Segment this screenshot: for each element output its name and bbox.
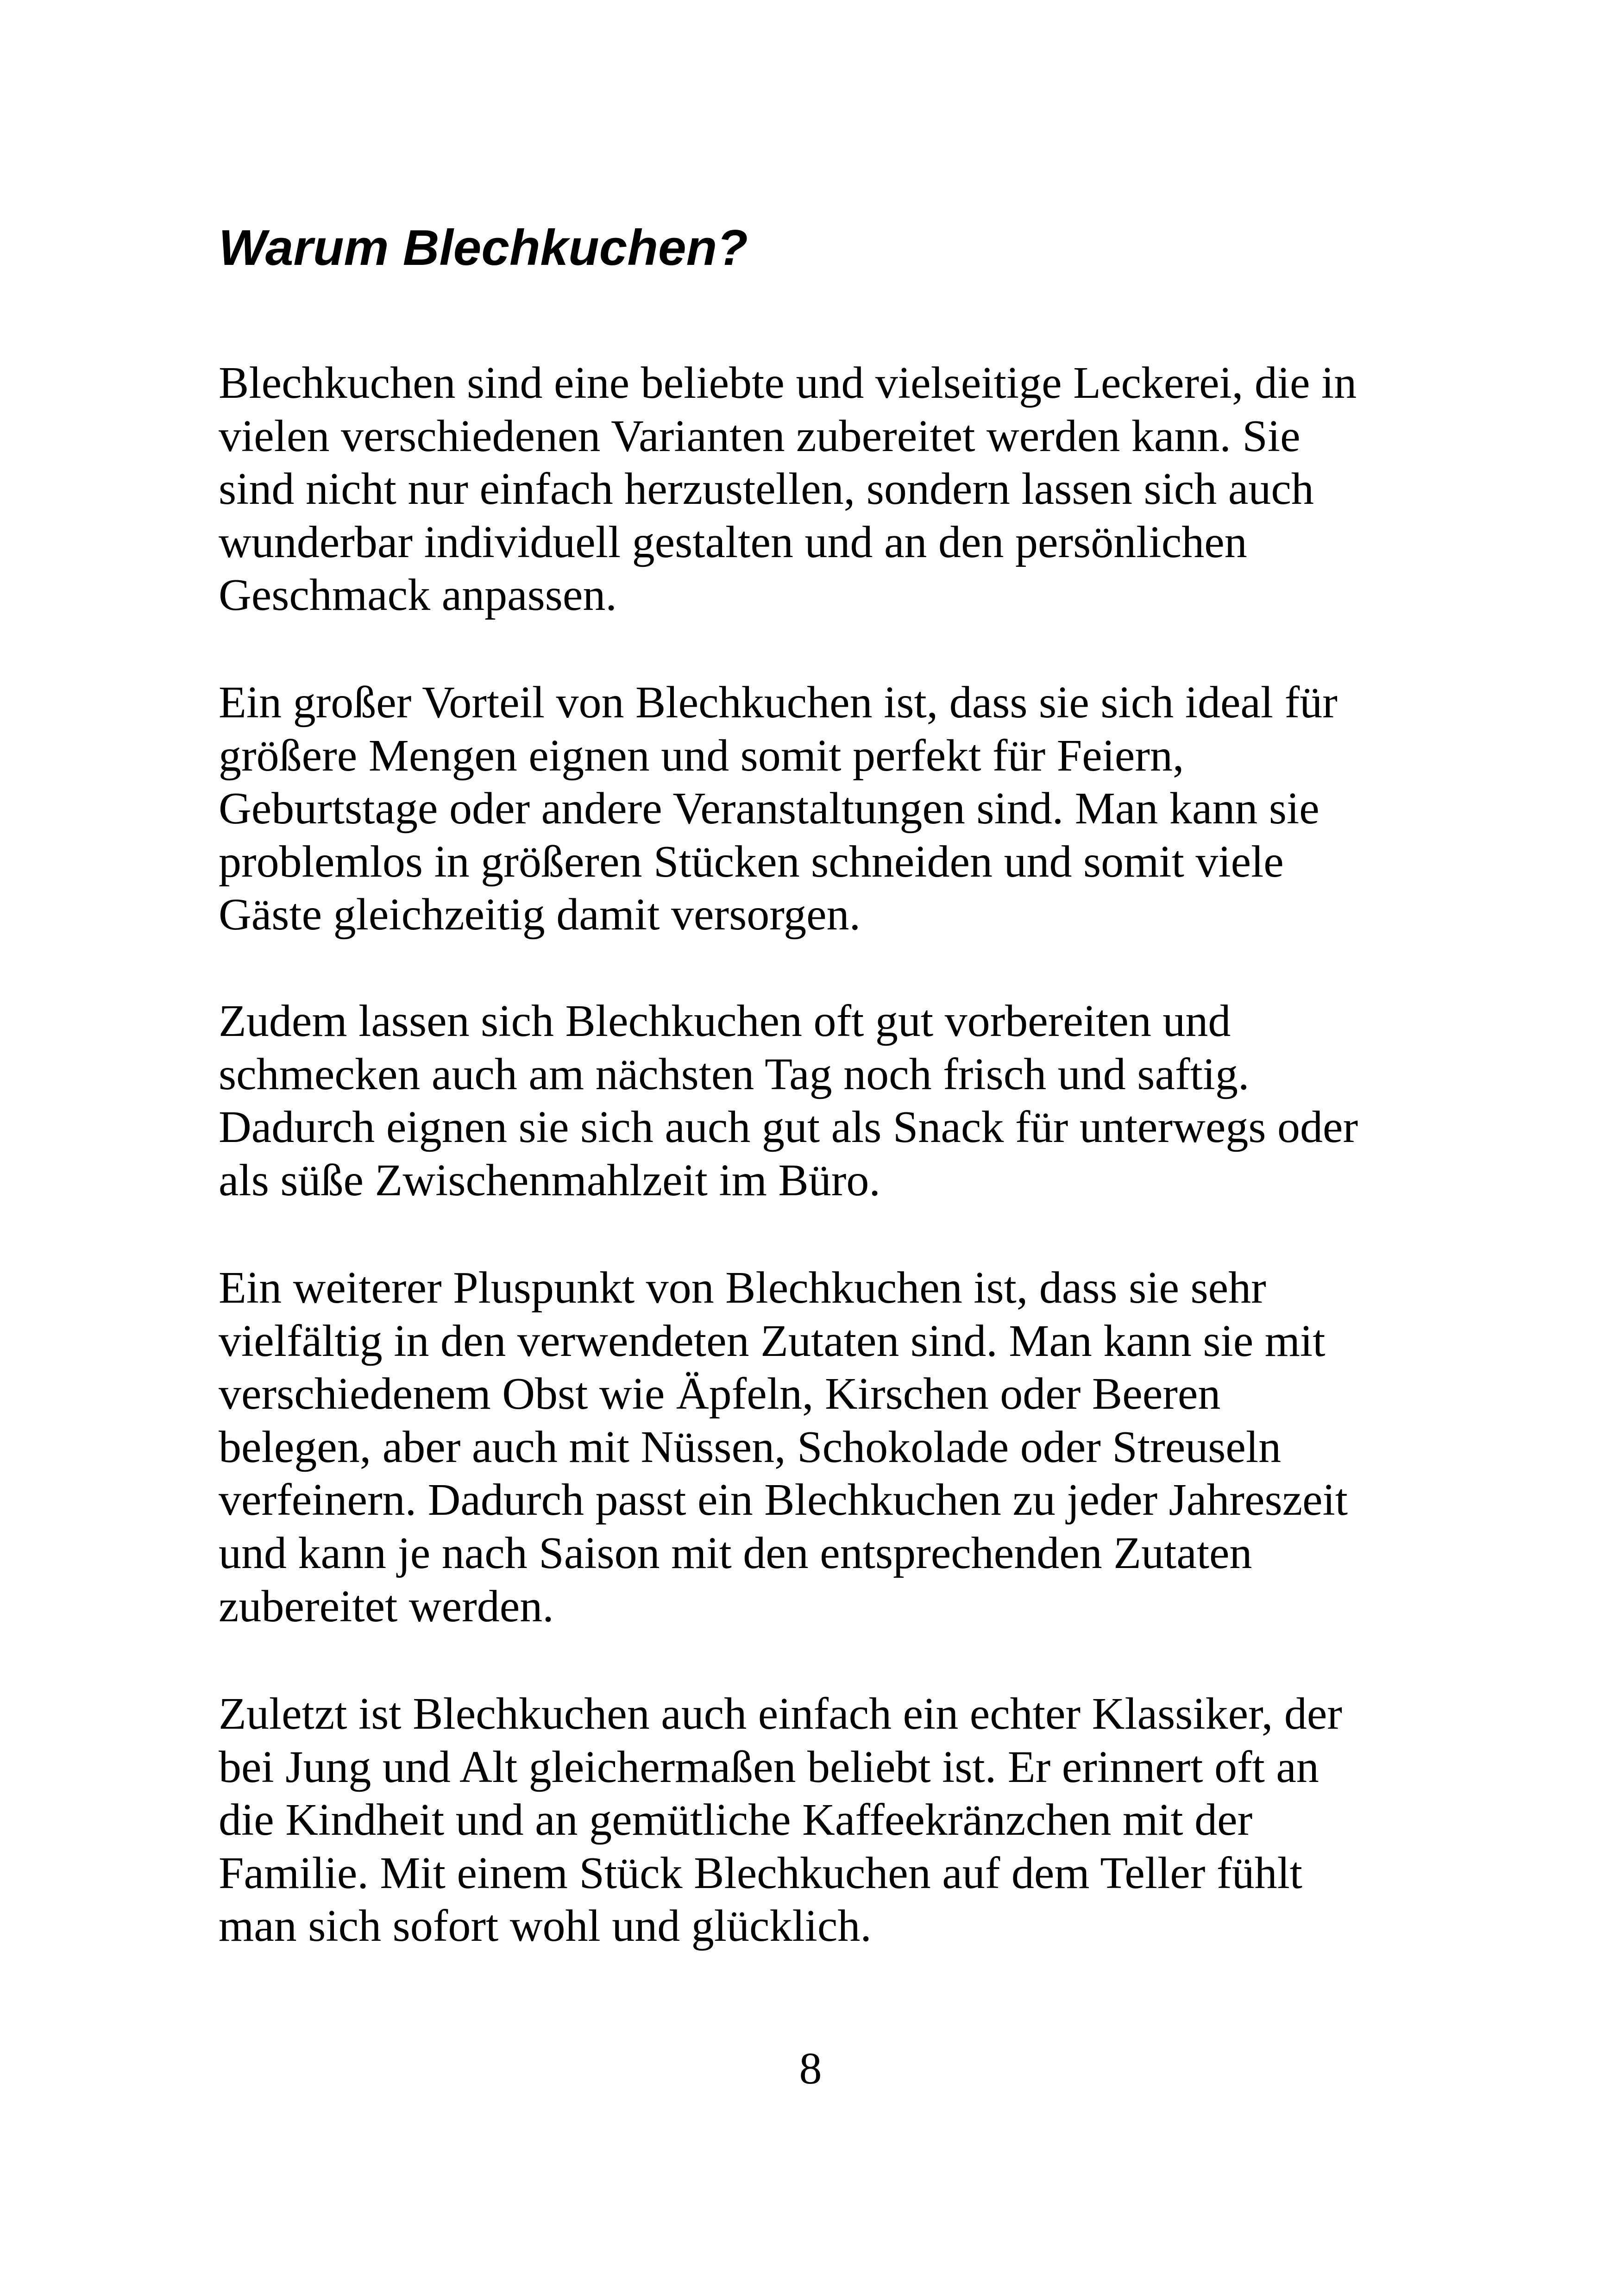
text-line: Geschmack anpassen. xyxy=(219,570,617,621)
text-line: problemlos in größeren Stücken schneiden und somit viele xyxy=(219,836,1284,887)
text-line: belegen, aber auch mit Nüssen, Schokolade oder Streuseln xyxy=(219,1422,1282,1472)
paragraph-5 xyxy=(219,1687,1423,1953)
paragraph-2 xyxy=(219,676,1423,941)
page-number: 8 xyxy=(799,2044,822,2094)
text-line: vielfältig in den verwendeten Zutaten sind. Man kann sie mit xyxy=(219,1316,1326,1366)
text-line: schmecken auch am nächsten Tag noch frisch und saftig. xyxy=(219,1049,1250,1099)
text-line: größere Mengen eignen und somit perfekt für Feiern, xyxy=(219,730,1184,781)
text-line: Dadurch eignen sie sich auch gut als Snack für unterwegs oder xyxy=(219,1102,1358,1153)
text-line: bei Jung und Alt gleichermaßen beliebt ist. Er erinnert oft an xyxy=(219,1742,1319,1792)
text-line: verschiedenem Obst wie Äpfeln, Kirschen oder Beeren xyxy=(219,1369,1221,1419)
text-line: die Kindheit und an gemütliche Kaffeekränzchen mit der xyxy=(219,1795,1253,1845)
text-line: verfeinern. Dadurch passt ein Blechkuchen zu jeder Jahreszeit xyxy=(219,1475,1348,1525)
text-line: Zuletzt ist Blechkuchen auch einfach ein echter Klassiker, der xyxy=(219,1689,1342,1739)
paragraph-4 xyxy=(219,1261,1423,1633)
text-line: Gäste gleichzeitig damit versorgen. xyxy=(219,890,861,940)
text-line: vielen verschiedenen Varianten zubereitet werden kann. Sie xyxy=(219,411,1301,461)
paragraph-3 xyxy=(219,995,1423,1207)
text-line: Blechkuchen sind eine beliebte und vielseitige Leckerei, die in xyxy=(219,358,1357,408)
page-title: Warum Blechkuchen? xyxy=(219,220,748,276)
text-line: man sich sofort wohl und glücklich. xyxy=(219,1901,872,1951)
text-line: Ein großer Vorteil von Blechkuchen ist, dass sie sich ideal für xyxy=(219,678,1338,728)
text-line: Familie. Mit einem Stück Blechkuchen auf dem Teller fühlt xyxy=(219,1848,1303,1898)
text-line: wunderbar individuell gestalten und an den persönlichen xyxy=(219,517,1247,567)
text-line: Zudem lassen sich Blechkuchen oft gut vorbereiten und xyxy=(219,996,1231,1046)
text-line: sind nicht nur einfach herzustellen, sondern lassen sich auch xyxy=(219,464,1314,514)
text-line: und kann je nach Saison mit den entsprechenden Zutaten xyxy=(219,1528,1252,1578)
text-line: als süße Zwischenmahlzeit im Büro. xyxy=(219,1155,880,1205)
text-line: Geburtstage oder andere Veranstaltungen sind. Man kann sie xyxy=(219,784,1319,834)
text-line: Ein weiterer Pluspunkt von Blechkuchen ist, dass sie sehr xyxy=(219,1263,1266,1313)
paragraph-1 xyxy=(219,357,1423,622)
text-line: zubereitet werden. xyxy=(219,1581,554,1631)
